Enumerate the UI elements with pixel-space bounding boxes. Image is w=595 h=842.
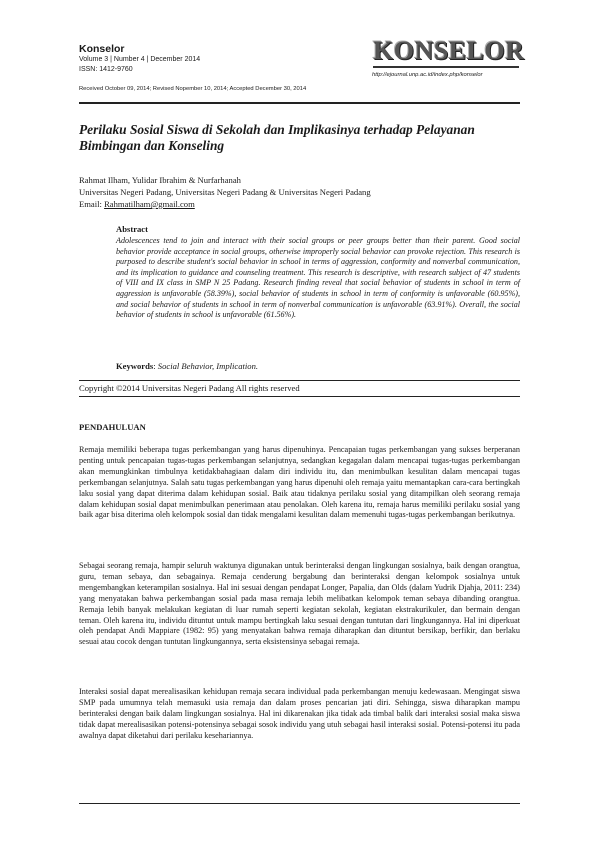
abstract-text: Adolescences tend to join and interact with their social groups or peer groups better than their parent. Good social behavior provide acceptance in social groups, otherwise improperly social behavior can provoke rejection. This research is purposed to describe student's social behavior in school in terms of aggression, conformity and nonverbal communication, and its implication to guidance and counseling treatment. This research is descriptive, with research subject of 47 students of VIII and IX class in SMP N 25 Padang. Research finding reveal that social behavior of students in school in term of aggression is unfavorable (58.39%), social behavior of students in school in term of conformity is unfavorable (60.95%), and social behavior of students in school in term of nonverbal communication is unfavorable (63.91%). Overall, the social behavior of students in school is unfavorable (61.56%).	[116, 236, 520, 320]
copyright-divider-top	[79, 380, 520, 381]
journal-volume-line: Volume 3 | Number 4 | December 2014	[79, 56, 201, 63]
author-affiliation: Universitas Negeri Padang, Universitas Negeri Padang & Universitas Negeri Padang	[79, 187, 371, 197]
journal-logo: KONSELOR	[373, 36, 525, 65]
logo-underline	[373, 66, 519, 68]
copyright-divider-bottom	[79, 396, 520, 397]
article-dates: Received October 09, 2014; Revised Nopember 10, 2014; Accepted December 30, 2014	[79, 86, 307, 92]
header-divider	[79, 102, 520, 104]
email-label: Email:	[79, 199, 105, 209]
author-email-link[interactable]: Rahmatilham@gmail.com	[104, 199, 195, 209]
author-email-line	[79, 199, 195, 209]
copyright-notice: Copyright ©2014 Universitas Negeri Padang All rights reserved	[79, 383, 300, 393]
journal-name: Konselor	[79, 43, 125, 55]
body-paragraph: Sebagai seorang remaja, hampir seluruh waktunya digunakan untuk berinteraksi dengan lingkungan sosialnya, baik dengan orangtua, guru, teman sebaya, dan sebagainya. Remaja cenderung bergabung dan berinteraksi dengan kelompok sosialnya untuk mengembangkan keterampilan sosialnya. Hal ini sesuai dengan pendapat Longer, Papalia, dan Olds (dalam Yudrik Djahja, 2011: 234) yang menyatakan bahwa perkembangan sosial pada masa remaja lebih melibatkan kelompok teman sebaya dibanding orangtua. Remaja lebih banyak melakukan kegiatan di luar rumah seperti kegiatan sekolah, kegiatan ekstrakurikuler, dan bermain dengan teman. Oleh karena itu, individu dituntut untuk mampu bertingkah laku sesuai dengan tuntutan dari lingkungannya. Hal ini diperkuat oleh pendapat Andi Mappiare (1982: 95) yang menyatakan bahwa remaja diharapkan dan dituntut bersikap, berfikir, dan berlaku sesuai atau cocok dengan tuntutan lingkungannya, serta eksistensinya sebagai remaja.	[79, 561, 520, 647]
body-paragraph: Interaksi sosial dapat merealisasikan kehidupan remaja secara individual pada perkembangan menuju kedewasaan. Mengingat siswa SMP pada umumnya telah memasuki usia remaja dan dalam proses pencarian jati diri. Sehingga, siswa diharapkan mampu berinteraksi dengan baik dalam lingkungan sosialnya. Hal ini dikarenakan jika tidak ada timbal balik dari interaksi sosial maka siswa tidak dapat merealisasikan potensi-potensinya sebagai sosok individu yang utuh sebagai hasil interaksi sosial. Potensi-potensi itu pada awalnya dapat diketahui dari perilaku kesehariannya.	[79, 687, 520, 740]
abstract-heading: Abstract	[116, 224, 148, 234]
footer-divider	[79, 803, 520, 804]
article-title: Perilaku Sosial Siswa di Sekolah dan Implikasinya terhadap Pelayanan Bimbingan dan Konseling	[79, 122, 475, 153]
journal-url[interactable]: http://ejournal.unp.ac.id/index.php/konselor	[372, 72, 483, 78]
body-paragraph: Remaja memiliki beberapa tugas perkembangan yang harus dipenuhinya. Pencapaian tugas perkembangan yang sukses berperanan penting untuk pencapaian tugas-tugas perkembangan selanjutnya, sedangkan kegagalan dalam mencapai tugas-tugas perkembangan akan memungkinkan timbulnya ketidakbahagiaan dalam diri individu itu, dan menimbulkan kesulitan dalam mencapai tugas perkembangan selanjutnya. Salah satu tugas perkembangan yang harus dipenuhi oleh remaja yaitu memantapkan cara-cara bertingkah laku sosial yang dapat diterima dalam kehidupan sosial. Baik atau tidaknya perilaku sosial yang ditampilkan oleh seorang remaja dalam kehidupan sosial dapat menimbulkan penerimaan atau penolakan. Oleh karena itu, remaja harus memiliki perilaku sosial yang baik agar bisa diterima oleh kelompok sosial dan tidak mengalami kesulitan dalam memenuhi tugas-tugas perkembangan berikutnya.	[79, 445, 520, 520]
journal-issn: ISSN: 1412-9760	[79, 66, 133, 73]
keywords-line: Keywords: Social Behavior, Implication.	[116, 361, 259, 371]
article-authors: Rahmat Ilham, Yulidar Ibrahim & Nurfarhanah	[79, 175, 241, 185]
keywords-text: Social Behavior, Implication.	[157, 361, 259, 371]
section-heading: PENDAHULUAN	[79, 422, 146, 432]
keywords-label: Keywords	[116, 361, 154, 371]
